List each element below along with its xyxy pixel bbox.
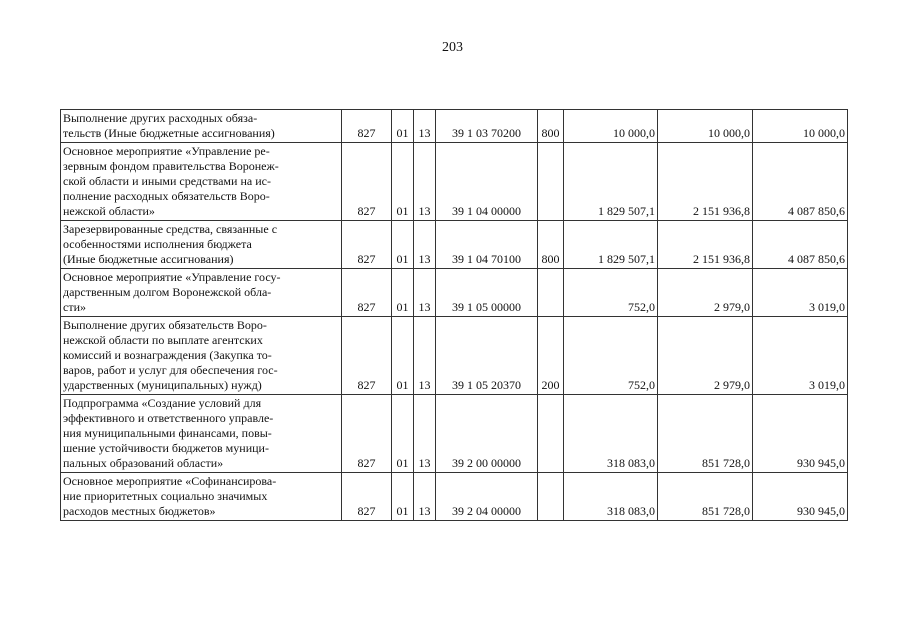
amount-year3-cell: 930 945,0 [753,395,848,473]
target-article-cell: 39 1 04 70100 [436,221,538,269]
amount-year3-cell: 3 019,0 [753,269,848,317]
expense-type-cell [538,473,564,521]
expense-type-cell: 800 [538,110,564,143]
table-row [61,143,848,221]
table-row [61,395,848,473]
table-row [61,473,848,521]
target-article-cell: 39 1 04 00000 [436,143,538,221]
target-article-cell: 39 1 03 70200 [436,110,538,143]
expense-name-cell: Основное мероприятие «Управление госу- дарственным долгом Воронежской обла- сти» [61,269,342,317]
subsection-code-cell: 13 [414,221,436,269]
amount-year2-cell: 2 979,0 [658,269,753,317]
section-code-cell: 01 [392,395,414,473]
amount-year1-cell: 318 083,0 [564,473,658,521]
amount-year1-cell: 752,0 [564,269,658,317]
section-code-cell: 01 [392,143,414,221]
target-article-cell: 39 1 05 20370 [436,317,538,395]
page-number: 203 [442,40,463,55]
expense-name-cell: Подпрограмма «Создание условий для эффективного и ответственного управле- ния муниципальными финансами, повы- шение устойчивости бюджетов муници- пальных образований области» [61,395,342,473]
amount-year1-cell: 10 000,0 [564,110,658,143]
expense-name-cell: Основное мероприятие «Управление ре- зервным фондом правительства Воронеж- ской области и иными средствами на ис- полнение расходных обязательств Воро- нежской области» [61,143,342,221]
expense-type-cell [538,395,564,473]
subsection-code-cell: 13 [414,110,436,143]
ministry-code-cell: 827 [342,317,392,395]
section-code-cell: 01 [392,110,414,143]
subsection-code-cell: 13 [414,473,436,521]
amount-year2-cell: 2 151 936,8 [658,143,753,221]
amount-year1-cell: 752,0 [564,317,658,395]
amount-year3-cell: 4 087 850,6 [753,143,848,221]
ministry-code-cell: 827 [342,269,392,317]
amount-year1-cell: 1 829 507,1 [564,221,658,269]
section-code-cell: 01 [392,317,414,395]
expense-name-cell: Зарезервированные средства, связанные с особенностями исполнения бюджета (Иные бюджетные ассигнования) [61,221,342,269]
subsection-code-cell: 13 [414,395,436,473]
target-article-cell: 39 2 04 00000 [436,473,538,521]
section-code-cell: 01 [392,269,414,317]
expense-type-cell: 800 [538,221,564,269]
section-code-cell: 01 [392,473,414,521]
target-article-cell: 39 2 00 00000 [436,395,538,473]
section-code-cell: 01 [392,221,414,269]
amount-year2-cell: 851 728,0 [658,395,753,473]
budget-table [60,109,848,521]
amount-year2-cell: 2 979,0 [658,317,753,395]
table-row [61,317,848,395]
expense-type-cell: 200 [538,317,564,395]
amount-year3-cell: 930 945,0 [753,473,848,521]
amount-year1-cell: 318 083,0 [564,395,658,473]
subsection-code-cell: 13 [414,269,436,317]
ministry-code-cell: 827 [342,473,392,521]
amount-year2-cell: 851 728,0 [658,473,753,521]
amount-year1-cell: 1 829 507,1 [564,143,658,221]
amount-year2-cell: 10 000,0 [658,110,753,143]
amount-year3-cell: 10 000,0 [753,110,848,143]
target-article-cell: 39 1 05 00000 [436,269,538,317]
table-row [61,221,848,269]
table-row [61,110,848,143]
expense-type-cell [538,143,564,221]
expense-name-cell: Выполнение других расходных обяза- тельств (Иные бюджетные ассигнования) [61,110,342,143]
table-row [61,269,848,317]
amount-year3-cell: 3 019,0 [753,317,848,395]
ministry-code-cell: 827 [342,395,392,473]
amount-year2-cell: 2 151 936,8 [658,221,753,269]
ministry-code-cell: 827 [342,143,392,221]
subsection-code-cell: 13 [414,143,436,221]
ministry-code-cell: 827 [342,221,392,269]
subsection-code-cell: 13 [414,317,436,395]
expense-type-cell [538,269,564,317]
expense-name-cell: Выполнение других обязательств Воро- нежской области по выплате агентских комиссий и вознаграждения (Закупка то- варов, работ и услуг для обеспечения гос- ударственных (муниципальных) нужд) [61,317,342,395]
table-body [61,110,848,521]
ministry-code-cell: 827 [342,110,392,143]
expense-name-cell: Основное мероприятие «Софинансирова- ние приоритетных социально значимых расходов местных бюджетов» [61,473,342,521]
amount-year3-cell: 4 087 850,6 [753,221,848,269]
